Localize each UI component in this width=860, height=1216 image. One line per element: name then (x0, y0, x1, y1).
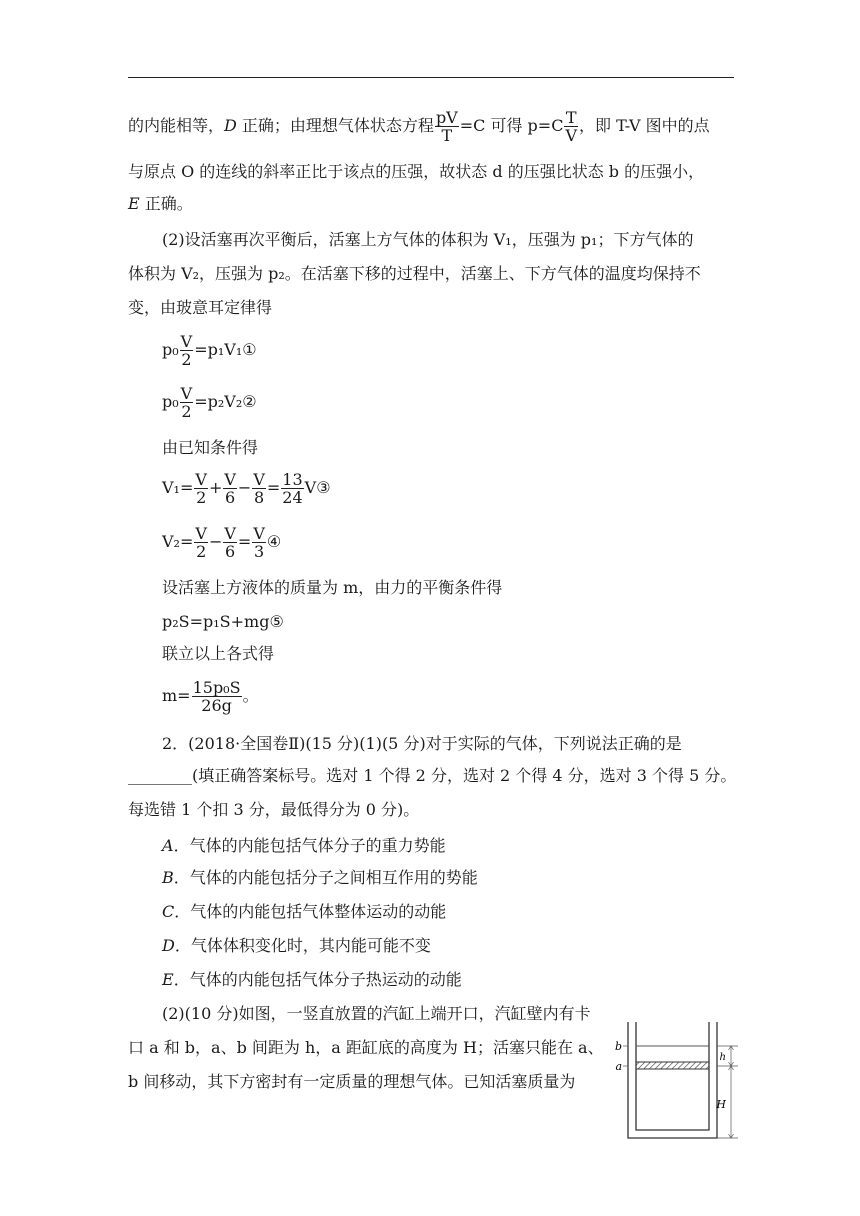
equation-1: p₀ $\frac{V}{2}$ =p₁V₁① (162, 332, 257, 369)
text-line: 的内能相等，D 正确；由理想气体状态方程 $\frac{pV}{T}$ =C 可得 p=C $\frac{T}{V}$ ，即 T-V 图中的点 (128, 108, 710, 145)
equation-2: p₀ $\frac{V}{2}$ =p₂V₂② (162, 384, 257, 421)
part-2-line: b 间移动，其下方密封有一定质量的理想气体。已知活塞质量为 (128, 1072, 576, 1091)
option-e: E．气体的内能包括气体分子热运动的动能 (162, 970, 462, 989)
text-line: 设活塞上方液体的质量为 m，由力的平衡条件得 (162, 578, 503, 597)
text-line: 体积为 V₂，压强为 p₂。在活塞下移的过程中，活塞上、下方气体的温度均保持不 (128, 264, 701, 283)
label-b: b (614, 1040, 622, 1053)
problem-2-line: 2．(2018·全国卷Ⅱ)(15 分)(1)(5 分)对于实际的气体，下列说法正确的是 (162, 734, 682, 753)
equation-4: V₂= $\frac{V}{2}$ − $\frac{V}{6}$ = $\frac{V}{3}$ ④ (162, 524, 282, 561)
text-line: 联立以上各式得 (162, 644, 275, 663)
equation-5: p₂S=p₁S+mg⑤ (162, 612, 284, 631)
label-h: h (719, 1052, 726, 1063)
label-H: H (716, 1098, 726, 1111)
equation-6: m= $\frac{\text{15p₀S}}{26g}$ 。 (162, 678, 259, 715)
option-d: D．气体体积变化时，其内能可能不变 (162, 936, 431, 955)
part-2-line: 口 a 和 b，a、b 间距为 h，a 距缸底的高度为 H；活塞只能在 a、 (128, 1038, 604, 1057)
part-2-line: (2)(10 分)如图，一竖直放置的汽缸上端开口，汽缸壁内有卡 (162, 1004, 591, 1023)
cylinder-inner-wall (636, 1022, 709, 1130)
header-rule (128, 77, 734, 78)
cylinder-figure (600, 1016, 760, 1146)
problem-2-line: 每选错 1 个扣 3 分，最低得分为 0 分)。 (128, 800, 420, 819)
problem-2-line: ________(填正确答案标号。选对 1 个得 2 分，选对 2 个得 4 分，选对 3 个得 5 分。 (128, 766, 737, 785)
equation-3: V₁= $\frac{V}{2}$ + $\frac{V}{6}$ − $\frac{V}{8}$ = $\frac{13}{24}$ V③ (162, 470, 331, 507)
text-line: 由已知条件得 (162, 438, 259, 457)
label-a: a (615, 1060, 622, 1073)
fraction-pv-t: $\frac{pV}{T}$ (435, 108, 458, 145)
option-b: B．气体的内能包括分子之间相互作用的势能 (162, 868, 478, 887)
option-c: C．气体的内能包括气体整体运动的动能 (162, 902, 447, 921)
option-a: A．气体的内能包括气体分子的重力势能 (162, 836, 446, 855)
cylinder-wall (628, 1022, 717, 1138)
fraction-t-v: $\frac{T}{V}$ (565, 108, 578, 145)
text-line: 与原点 O 的连线的斜率正比于该点的压强，故状态 d 的压强比状态 b 的压强小， (128, 162, 705, 181)
text-line: 变，由玻意耳定律得 (128, 298, 273, 317)
text-line: (2)设活塞再次平衡后，活塞上方气体的体积为 V₁，压强为 p₁；下方气体的 (162, 230, 694, 249)
piston (636, 1062, 709, 1069)
text-line: E 正确。 (128, 194, 193, 213)
